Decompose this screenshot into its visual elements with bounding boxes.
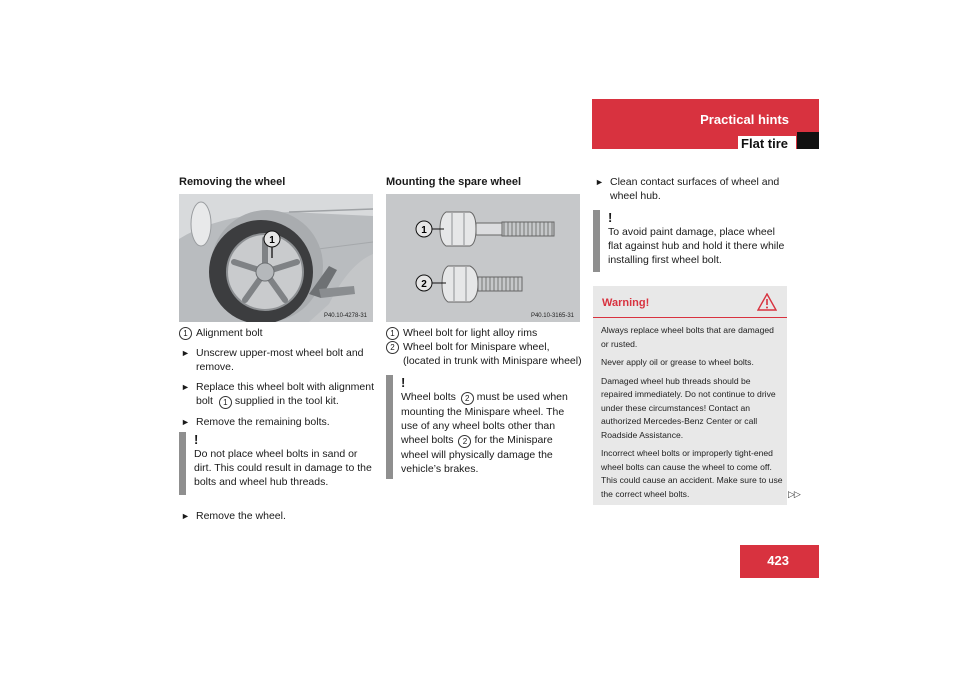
step-text: Replace this wheel bolt with alignment bolt [196,381,375,407]
image-callout-2: 2 [421,279,427,290]
arrow-right-icon: ► [181,382,190,392]
header-tab-marker [797,132,819,149]
step-unscrew [179,346,376,374]
arrow-right-icon: ► [181,417,190,427]
warning-paragraph: Always replace wheel bolts that are damaged or rusted. [601,325,774,349]
left-column [179,175,376,189]
caution-note-middle [386,375,582,479]
wheel-removal-illustration [179,194,373,322]
caution-text: To avoid paint damage, place wheel flat against hub and hold it there while installing first wheel bolt. [608,226,785,266]
legend-minispare-bolt: Wheel bolt for Minispare wheel, (located in trunk with Minispare wheel) [403,341,582,367]
callout-1-icon: 1 [219,396,232,409]
mounting-spare-heading: Mounting the spare wheel [386,176,522,188]
image-code: P40.10-4278-31 [323,313,367,319]
arrow-right-icon: ► [595,177,604,187]
warning-paragraph: Never apply oil or grease to wheel bolts. [601,357,754,367]
step-text: Unscrew upper-most wheel bolt and remove. [196,347,364,373]
caution-text-part: must be used when mounting the Minispare wheel. The use of any wheel bolts other than wheel bolts [401,391,568,446]
middle-column-legend [386,326,584,368]
step-text: supplied in the tool kit. [234,395,339,407]
legend-item [386,326,584,340]
caution-mark: ! [608,210,613,225]
warning-title: Warning! [602,297,650,309]
section-title: Flat tire [741,136,788,151]
arrow-right-icon: ► [181,348,190,358]
step-text: Remove the remaining bolts. [196,416,330,428]
step-text: Clean contact surfaces of wheel and wheel hub. [610,176,780,202]
legend-alignment-bolt: Alignment bolt [196,327,263,339]
caution-note-left [179,432,375,495]
caution-note-right [593,210,789,272]
legend-item [179,326,376,340]
continued-marker: ▷▷ [788,489,800,499]
legend-light-alloy-bolt: Wheel bolt for light alloy rims [403,327,538,339]
car-wheel-drawing [179,194,373,322]
warning-body [601,324,783,506]
step-replace [179,380,376,409]
warning-paragraph: Incorrect wheel bolts or improperly tight-ened wheel bolts can cause the wheel to come off. This could cause an accident. Make sure to use the correct wheel bolts. [601,448,783,499]
left-column-body [179,326,376,429]
callout-1-icon: 1 [386,327,399,340]
warning-triangle-icon [757,293,777,311]
right-column [593,175,789,203]
warning-paragraph: Damaged wheel hub threads should be repaired immediately. Do not continue to drive under these circumstances! Contact an authorized Mercedes-Benz Center or call Roadside Assistance. [601,375,776,440]
step-remove-bolts [179,415,376,429]
caution-mark: ! [194,432,199,447]
warning-box [593,286,787,505]
image-code: P40.10-3165-31 [530,313,574,319]
step-remove-wheel [179,509,376,523]
legend-item [386,340,584,368]
final-step-container [179,509,376,523]
caution-text [401,390,582,476]
callout-2-icon: 2 [458,435,471,448]
caution-text-part: Wheel bolts [401,391,456,403]
caution-text-part: for the Minispare wheel will physically damage the vehicle’s brakes. [401,434,553,475]
middle-column [386,175,582,189]
image-callout-1: 1 [269,235,275,246]
callout-1-icon: 1 [179,327,192,340]
wheel-bolts-drawing [386,194,580,322]
callout-2-icon: 2 [386,341,399,354]
removing-wheel-heading: Removing the wheel [179,176,286,188]
image-callout-1: 1 [421,225,427,236]
chapter-title: Practical hints [700,112,789,127]
page-number: 423 [740,545,819,578]
caution-text: Do not place wheel bolts in sand or dirt. This could result in damage to the bolts and wheel hub threads. [194,448,372,488]
step-text: Remove the wheel. [196,510,286,522]
wheel-bolts-illustration [386,194,580,322]
callout-2-icon: 2 [461,392,474,405]
step-clean-surfaces [593,175,789,203]
caution-mark: ! [401,375,406,390]
warning-divider [593,317,787,318]
arrow-right-icon: ► [181,511,190,521]
